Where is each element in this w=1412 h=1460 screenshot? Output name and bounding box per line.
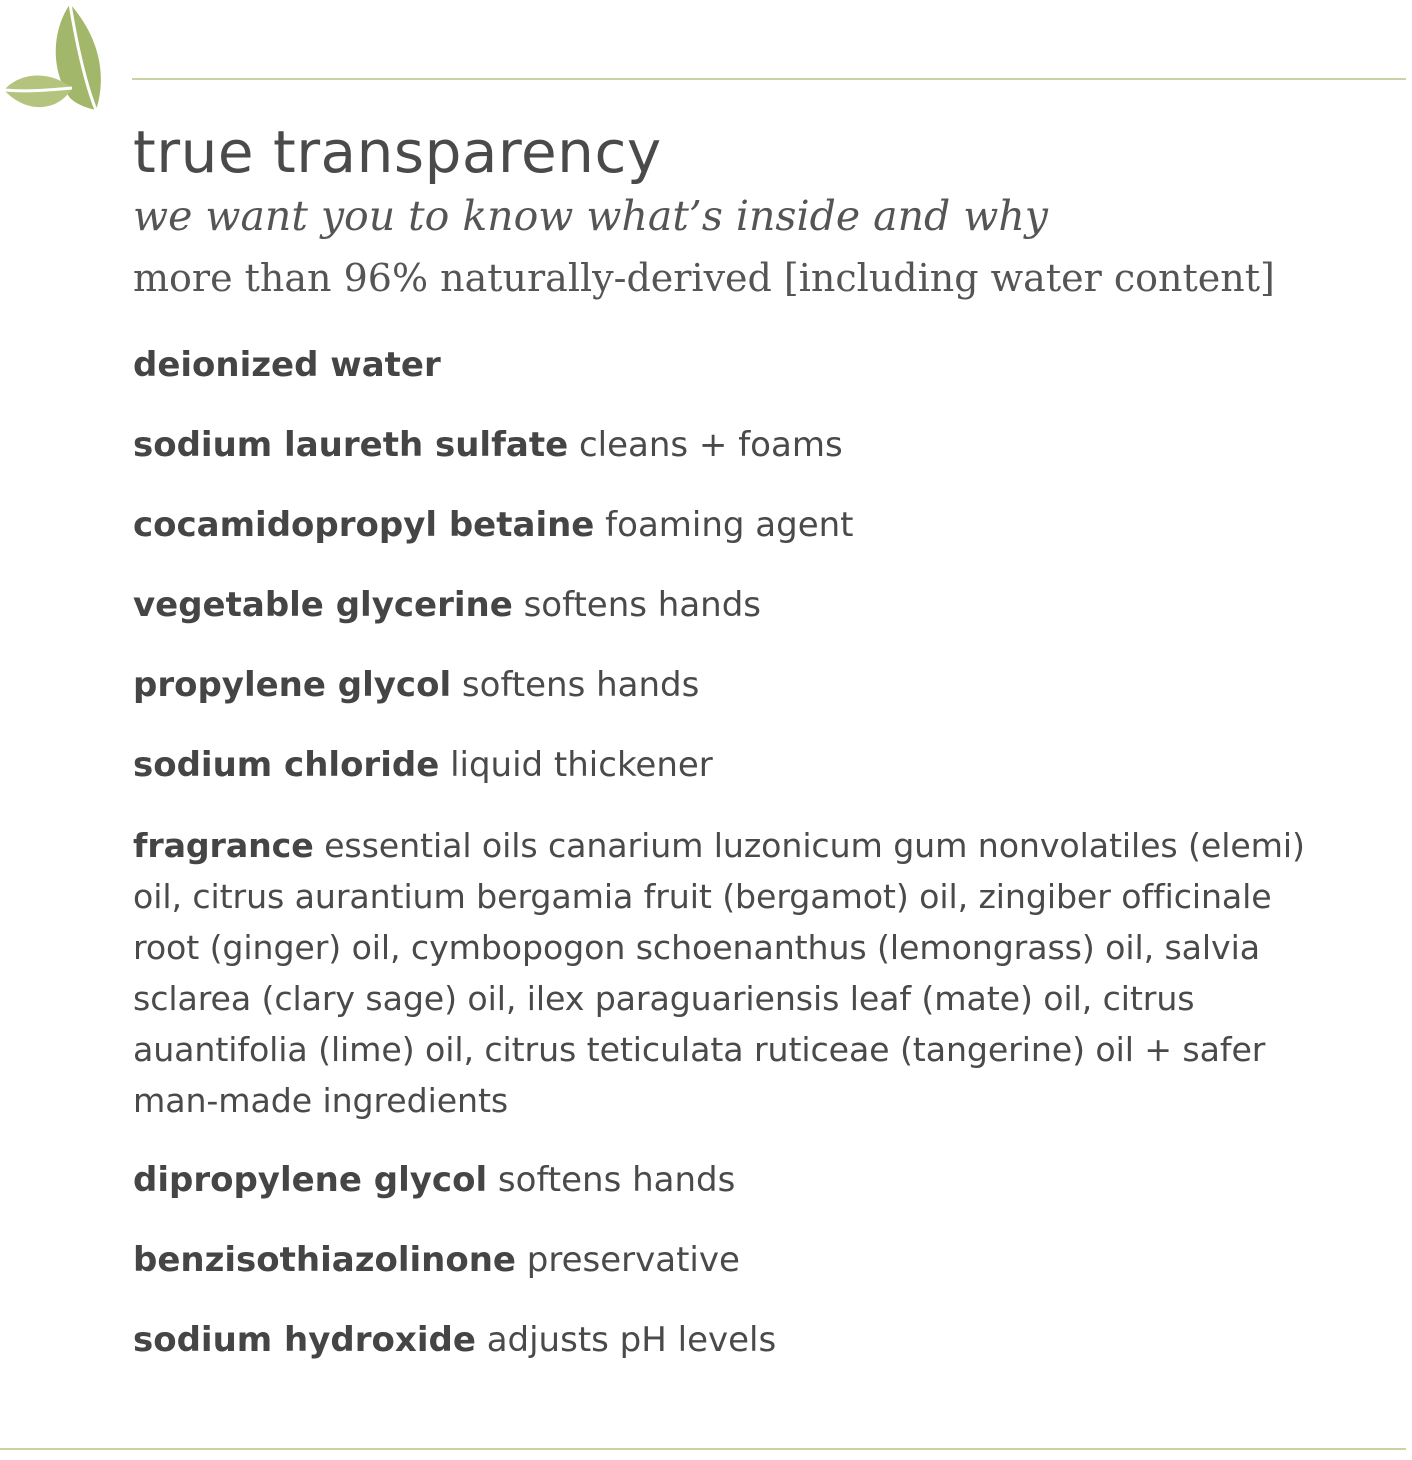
ingredient-name: propylene glycol	[133, 665, 452, 705]
ingredient-item	[133, 580, 1348, 631]
ingredient-item	[133, 420, 1348, 471]
ingredient-name: deionized water	[133, 345, 441, 385]
ingredient-item	[133, 1155, 1348, 1206]
ingredient-item	[133, 340, 1348, 391]
ingredient-purpose: softens hands	[523, 585, 762, 625]
ingredient-purpose: liquid thickener	[450, 745, 713, 785]
ingredient-list	[133, 340, 1348, 1395]
leaf-icon	[0, 0, 110, 125]
natural-content-claim: more than 96% naturally-derived [including water content]	[133, 256, 1275, 300]
ingredient-purpose: softens hands	[497, 1160, 736, 1200]
ingredient-name: benzisothiazolinone	[133, 1240, 516, 1280]
ingredient-purpose: adjusts pH levels	[486, 1320, 777, 1360]
ingredient-purpose: essential oils canarium luzonicum gum nonvolatiles (elemi) oil, citrus aurantium bergamia fruit (bergamot) oil, zingiber officinale root (ginger) oil, cymbopogon schoenanthus (lemongrass) oil, salvia sclarea (clary sage) oil, ilex paraguariensis leaf (mate) oil, citrus auantifolia (lime) oil, citrus teticulata ruticeae (tangerine) oil + safer man-made ingredients	[133, 826, 1305, 1120]
page-title: true transparency	[133, 118, 662, 186]
ingredient-purpose: foaming agent	[605, 505, 854, 545]
page-subtitle: we want you to know what’s inside and why	[133, 192, 1048, 240]
ingredient-item	[133, 740, 1348, 791]
ingredient-name: sodium laureth sulfate	[133, 425, 569, 465]
ingredient-name: sodium hydroxide	[133, 1320, 476, 1360]
ingredient-item	[133, 1235, 1348, 1286]
ingredient-name: dipropylene glycol	[133, 1160, 488, 1200]
ingredient-name: vegetable glycerine	[133, 585, 513, 625]
ingredient-purpose: cleans + foams	[578, 425, 843, 465]
ingredient-item	[133, 1315, 1348, 1366]
top-divider	[132, 78, 1406, 80]
ingredient-item	[133, 500, 1348, 551]
ingredient-purpose: preservative	[526, 1240, 740, 1280]
ingredient-item	[133, 820, 1348, 1126]
ingredient-purpose: softens hands	[461, 665, 700, 705]
ingredient-item	[133, 660, 1348, 711]
ingredient-name: fragrance	[133, 826, 314, 865]
ingredient-name: cocamidopropyl betaine	[133, 505, 595, 545]
ingredient-name: sodium chloride	[133, 745, 440, 785]
bottom-divider	[0, 1448, 1406, 1450]
